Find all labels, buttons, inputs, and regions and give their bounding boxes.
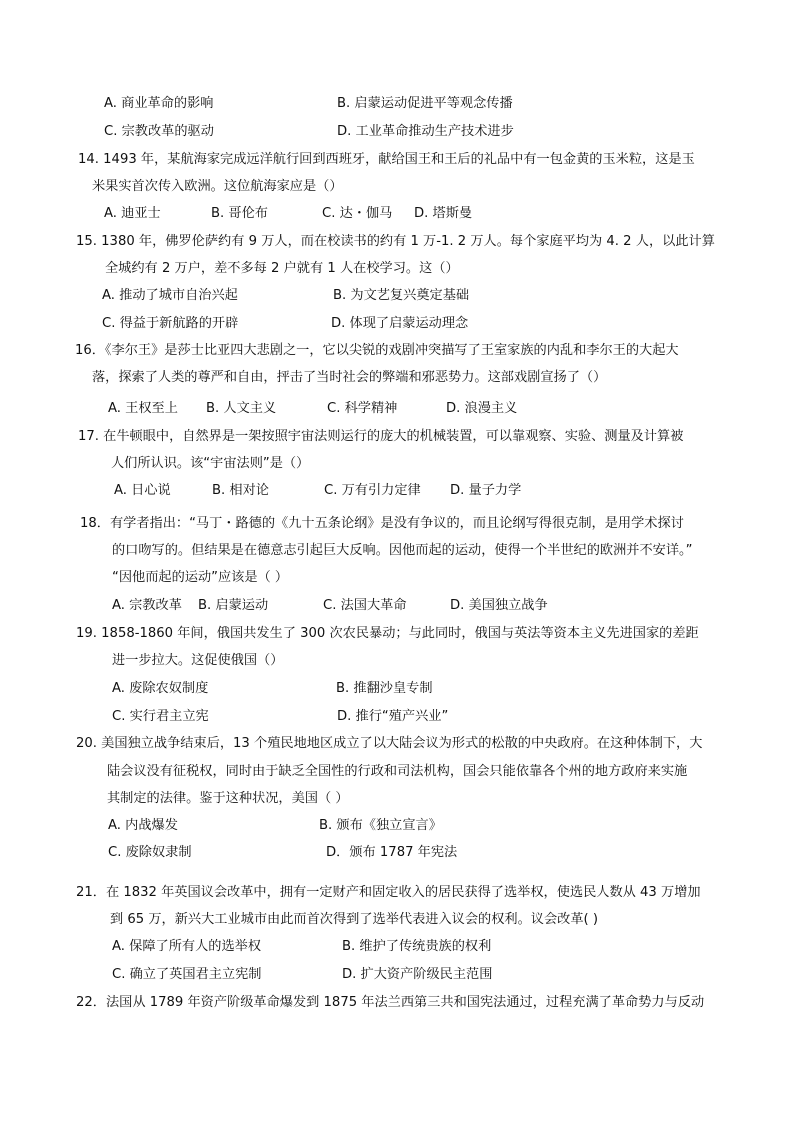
- q13-option-a: A. 商业革命的影响: [104, 96, 214, 111]
- q17-option-b: B. 相对论: [212, 483, 269, 498]
- q15-option-d: D. 体现了启蒙运动理念: [331, 316, 469, 331]
- q14-option-d: D. 塔斯曼: [414, 206, 473, 221]
- q14-stem-line1: 14. 1493 年，某航海家完成远洋航行回到西班牙，献给国王和王后的礼品中有一包金黄的玉米粒，这是玉: [78, 152, 695, 167]
- q15-stem-line1: 15. 1380 年，佛罗伦萨约有 9 万人，而在校读书的约有 1 万-1. 2 万人。每个家庭平均为 4. 2 人，以此计算: [76, 234, 715, 249]
- q21-option-b: B. 维护了传统贵族的权利: [342, 939, 492, 954]
- q16-option-a: A. 王权至上: [108, 401, 178, 416]
- q20-option-a: A. 内战爆发: [108, 818, 178, 833]
- q19-option-b: B. 推翻沙皇专制: [336, 681, 433, 696]
- q15-option-b: B. 为文艺复兴奠定基础: [333, 288, 470, 303]
- q18-option-d: D. 美国独立战争: [450, 598, 548, 613]
- q17-stem-line2: 人们所认识。该“宇宙法则”是（）: [111, 456, 310, 471]
- q17-option-c: C. 万有引力定律: [324, 483, 421, 498]
- q19-option-c: C. 实行君主立宪: [112, 709, 209, 724]
- q16-option-c: C. 科学精神: [327, 401, 398, 416]
- q21-option-d: D. 扩大资产阶级民主范围: [342, 967, 493, 982]
- q18-stem-line1: 18．有学者指出：“马丁・路德的《九十五条论纲》是没有争议的，而且论纲写得很克制，是用学术探讨: [80, 516, 684, 531]
- q20-stem-line1: 20. 美国独立战争结束后，13 个殖民地地区成立了以大陆会议为形式的松散的中央政府。在这种体制下，大: [76, 736, 703, 751]
- q20-option-c: C. 废除奴隶制: [108, 845, 192, 860]
- q20-stem-line2: 陆会议没有征税权，同时由于缺乏全国性的行政和司法机构，国会只能依靠各个州的地方政府来实施: [107, 764, 688, 779]
- q19-stem-line1: 19. 1858-1860 年间，俄国共发生了 300 次农民暴动；与此同时，俄国与英法等资本主义先进国家的差距: [76, 626, 699, 641]
- q13-option-c: C. 宗教改革的驱动: [104, 124, 214, 139]
- q19-option-d: D. 推行“殖产兴业”: [337, 709, 449, 724]
- q14-stem-line2: 米果实首次传入欧洲。这位航海家应是（）: [92, 179, 343, 194]
- q15-stem-line2: 全城约有 2 万户，差不多每 2 户就有 1 人在校学习。这（）: [105, 261, 459, 276]
- q14-option-c: C. 达・伽马: [322, 206, 393, 221]
- q21-stem-line2: 到 65 万，新兴大工业城市由此而首次得到了选举代表进入议会的权利。议会改革( ): [110, 912, 599, 927]
- q14-option-a: A. 迪亚士: [104, 206, 161, 221]
- q13-option-d: D. 工业革命推动生产技术进步: [337, 124, 514, 139]
- q14-option-b: B. 哥伦布: [211, 206, 268, 221]
- q21-option-c: C. 确立了英国君主立宪制: [112, 967, 262, 982]
- q18-stem-line2: 的口吻写的。但结果是在德意志引起巨大反响。因他而起的运动，使得一个半世纪的欧洲并不安详。”: [112, 543, 693, 558]
- q17-option-d: D. 量子力学: [450, 483, 522, 498]
- q16-stem-line1: 16．《李尔王》是莎士比亚四大悲剧之一，它以尖锐的戏剧冲突描写了王室家族的内乱和李尔王的大起大: [75, 343, 679, 358]
- q13-option-b: B. 启蒙运动促进平等观念传播: [337, 96, 513, 111]
- q20-stem-line3: 其制定的法律。鉴于这种状况，美国（ ）: [107, 791, 349, 806]
- q19-stem-line2: 进一步拉大。这促使俄国（）: [112, 653, 284, 668]
- q18-option-b: B. 启蒙运动: [198, 598, 269, 613]
- q21-stem-line1: 21．在 1832 年英国议会改革中，拥有一定财产和固定收入的居民获得了选举权，使选民人数从 43 万增加: [76, 885, 701, 900]
- q20-option-d: D．颁布 1787 年宪法: [326, 845, 458, 860]
- q16-stem-line2: 落，探索了人类的尊严和自由，抨击了当时社会的弊端和邪恶势力。这部戏剧宣扬了（）: [92, 370, 607, 385]
- q20-option-b: B. 颁布《独立宣言》: [319, 818, 442, 833]
- q17-stem-line1: 17. 在牛顿眼中，自然界是一架按照宇宙法则运行的庞大的机械装置，可以靠观察、实验、测量及计算被: [78, 429, 684, 444]
- q16-option-d: D. 浪漫主义: [446, 401, 518, 416]
- q17-option-a: A. 日心说: [114, 483, 171, 498]
- q16-option-b: B. 人文主义: [206, 401, 277, 416]
- q21-option-a: A. 保障了所有人的选举权: [112, 939, 262, 954]
- q15-option-c: C. 得益于新航路的开辟: [102, 316, 239, 331]
- q18-stem-line3: “因他而起的运动”应该是（ ）: [112, 570, 289, 585]
- q19-option-a: A. 废除农奴制度: [112, 681, 209, 696]
- q18-option-a: A. 宗教改革: [112, 598, 182, 613]
- q22-stem-line1: 22．法国从 1789 年资产阶级革命爆发到 1875 年法兰西第三共和国宪法通过，过程充满了革命势力与反动: [76, 995, 705, 1010]
- q18-option-c: C. 法国大革命: [323, 598, 407, 613]
- q15-option-a: A. 推动了城市自治兴起: [102, 288, 238, 303]
